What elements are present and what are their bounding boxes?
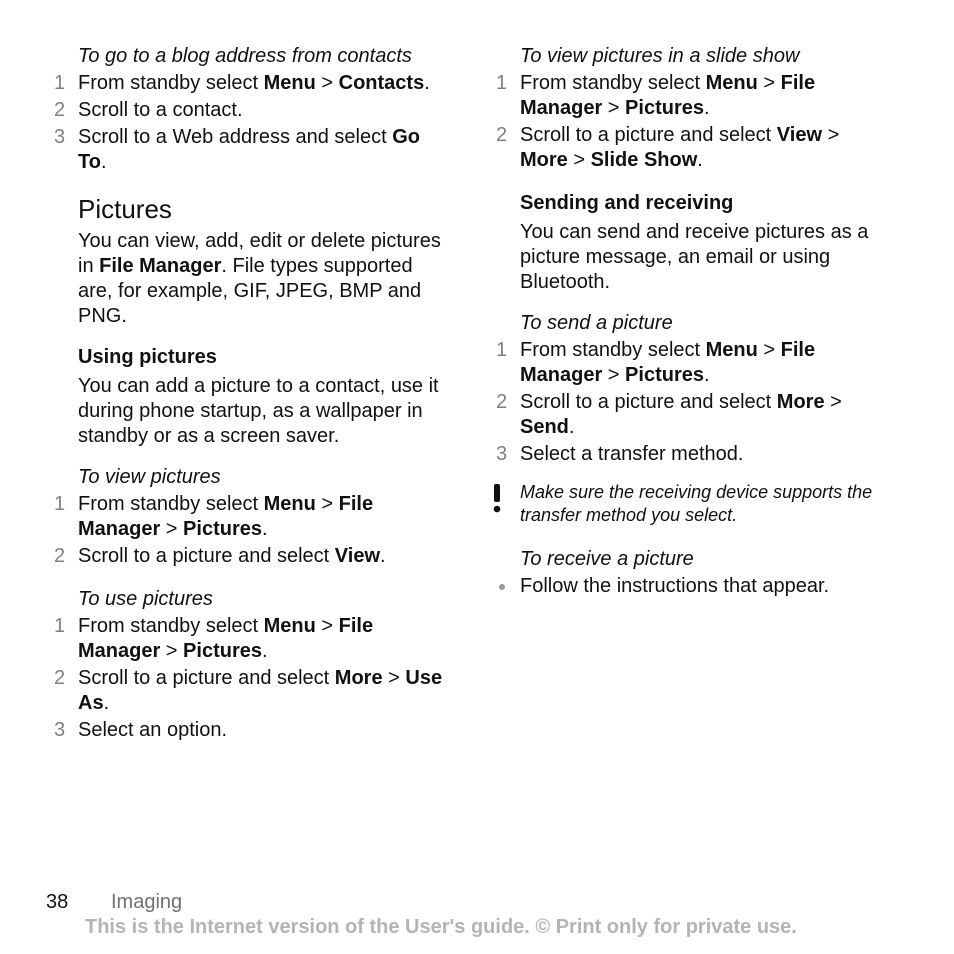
step: 1 From standby select Menu > File Manager > Pictures. <box>496 72 816 119</box>
step: 1 From standby select Menu > File Manager > Pictures. <box>54 615 374 662</box>
steps-blog <box>50 71 450 175</box>
step: 3 Select a transfer method. <box>496 443 744 465</box>
steps-view <box>50 492 450 569</box>
step: 3 Select an option. <box>54 719 227 741</box>
section-heading-pictures: Pictures <box>78 194 172 224</box>
steps-use <box>50 614 450 743</box>
step: 3 Scroll to a Web address and select Go To. <box>54 126 421 173</box>
proc-title-use: To use pictures <box>78 588 213 610</box>
left-column <box>50 44 450 745</box>
footer-notice: This is the Internet version of the User's guide. © Print only for private use. <box>85 916 797 938</box>
pictures-intro: You can view, add, edit or delete pictures in File Manager. File types supported are, for example, GIF, JPEG, BMP and PNG. <box>78 230 441 327</box>
note-text: Make sure the receiving device supports the transfer method you select. <box>520 482 873 525</box>
note <box>492 481 892 527</box>
exclamation-icon <box>493 484 501 514</box>
steps-slideshow <box>492 71 892 173</box>
step: 1 From standby select Menu > File Manager > Pictures. <box>496 339 816 386</box>
proc-title-send: To send a picture <box>520 312 673 334</box>
step: 1 From standby select Menu > File Manager > Pictures. <box>54 493 374 540</box>
page-number: 38 <box>46 891 69 913</box>
subheading-sending-receiving: Sending and receiving <box>520 192 734 214</box>
footer-section-name: Imaging <box>111 891 183 913</box>
right-column <box>492 44 892 599</box>
steps-send <box>492 338 892 467</box>
step: 2 Scroll to a picture and select More > Send. <box>496 391 842 438</box>
proc-title-receive: To receive a picture <box>520 548 694 570</box>
step: 2 Scroll to a picture and select View. <box>54 545 386 567</box>
using-pictures-text: You can add a picture to a contact, use it during phone startup, as a wallpaper in standby or as a screen saver. <box>78 375 439 447</box>
list-item: Follow the instructions that appear. <box>492 574 892 599</box>
proc-title-blog: To go to a blog address from contacts <box>78 45 412 67</box>
step: 2 Scroll to a picture and select View > More > Slide Show. <box>496 124 840 171</box>
proc-title-slideshow: To view pictures in a slide show <box>520 45 800 67</box>
sending-receiving-text: You can send and receive pictures as a picture message, an email or using Bluetooth. <box>520 221 869 293</box>
step: 1 From standby select Menu > Contacts. <box>54 72 430 94</box>
proc-title-view: To view pictures <box>78 466 221 488</box>
step: 2 Scroll to a contact. <box>54 99 243 121</box>
bullet-icon <box>499 584 505 590</box>
subheading-using-pictures: Using pictures <box>78 346 217 368</box>
step: 2 Scroll to a picture and select More > Use As. <box>54 667 443 714</box>
